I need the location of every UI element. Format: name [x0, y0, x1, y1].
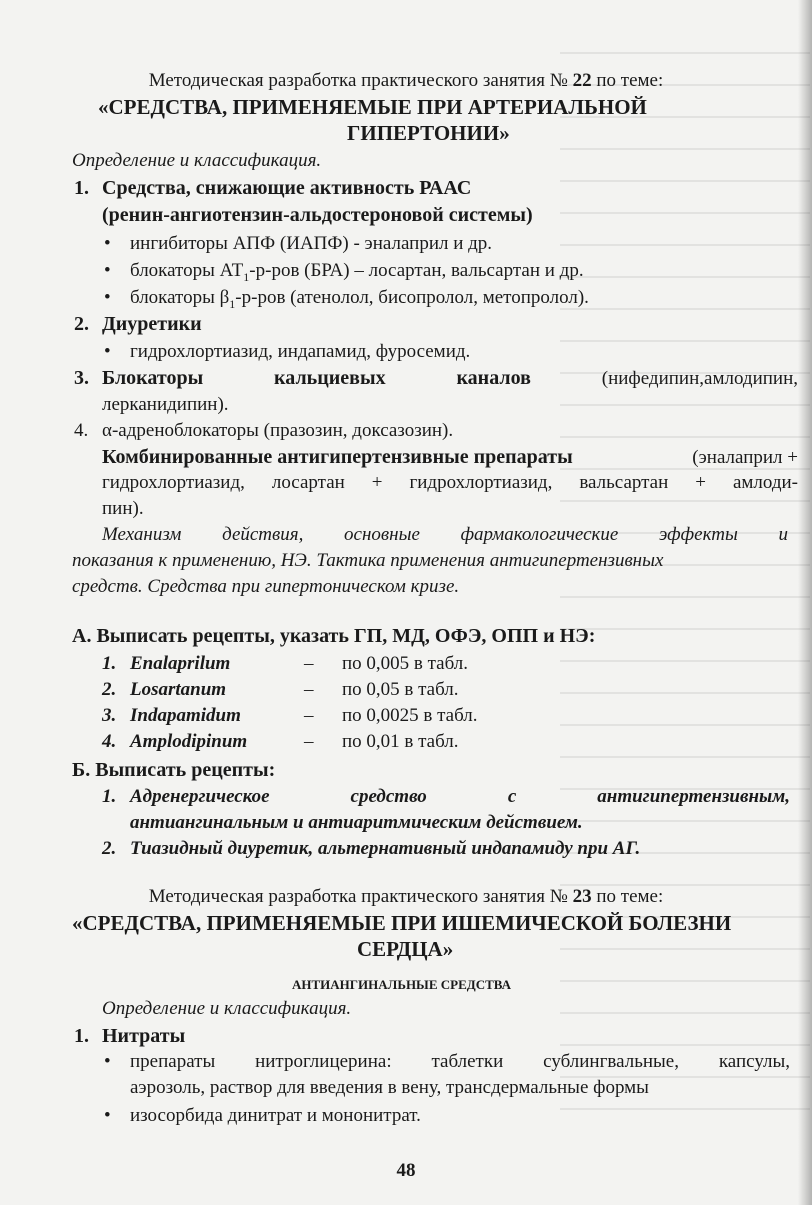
- rx-dose: по 0,01 в табл.: [342, 731, 459, 752]
- bullet-text: блокаторы β: [130, 287, 230, 308]
- lesson-number: 22: [572, 70, 592, 91]
- bullet-text: -р-ров (БРА) – лосартан, вальсартан и др.: [249, 260, 584, 281]
- rx-number: 4.: [102, 731, 117, 752]
- prescriptions-a-title: А. Выписать рецепты, указать ГП, МД, ОФЭ, ОПП и НЭ:: [72, 625, 596, 647]
- lesson23-subtitle: АНТИАНГИНАЛЬНЫЕ СРЕДСТВА: [292, 977, 511, 992]
- b-text: Тиазидный диуретик, альтернативный индапамиду при АГ.: [130, 838, 641, 859]
- rx-dash: –: [304, 731, 314, 752]
- section-3-word: кальциевых: [274, 367, 386, 389]
- b-text: Адренергическое средство с антигипертензивным,: [130, 786, 790, 807]
- lesson22-header: [0, 70, 812, 92]
- section-4-text: α-адреноблокаторы (празозин, доксазозин).: [102, 420, 454, 441]
- page-number: 48: [396, 1160, 416, 1181]
- rx-dose: по 0,05 в табл.: [342, 679, 459, 700]
- section-1-title: Нитраты: [102, 1025, 186, 1047]
- b-item-number: [102, 786, 116, 808]
- rx-drug-name: Enalaprilum: [130, 653, 231, 674]
- bullet-item-continuation: аэрозоль, раствор для введения в вену, трансдермальные формы: [130, 1077, 649, 1098]
- b-item-2-text: [130, 838, 640, 860]
- bullet-item: • препараты нитроглицерина: таблетки сублингвальные, капсулы,: [130, 1051, 790, 1073]
- definition-heading: Определение и классификация.: [102, 998, 352, 1019]
- definition-heading: Определение и классификация.: [72, 150, 322, 171]
- combo-line3: пин).: [102, 498, 144, 519]
- rx-number: 3.: [102, 705, 117, 726]
- combo-title: Комбинированные антигипертензивные препараты: [102, 446, 573, 468]
- section-4-number: 4.: [74, 420, 89, 441]
- combo-line2: гидрохлортиазид, лосартан + гидрохлортиазид, вальсартан + амлоди-: [102, 472, 798, 493]
- b-text: антиангинальным и антиаритмическим действием.: [130, 812, 583, 833]
- bleed-through-text: [560, 30, 810, 1130]
- lesson23-title-line1: «СРЕДСТВА, ПРИМЕНЯЕМЫЕ ПРИ ИШЕМИЧЕСКОЙ БОЛЕЗНИ: [72, 911, 732, 935]
- b-item-1-line2: [130, 812, 583, 834]
- b-number: 2.: [102, 838, 117, 859]
- section-1-title-line2: (ренин-ангиотензин-альдостероновой системы): [102, 204, 533, 226]
- mechanism-line1: Механизм действия, основные фармакологические эффекты и: [102, 524, 788, 545]
- section-3-number: 3.: [74, 367, 89, 389]
- lesson23-title-line2: СЕРДЦА»: [357, 937, 454, 961]
- mechanism-line2: показания к применению, НЭ. Тактика применения антигипертензивных: [72, 550, 664, 571]
- b-item-2-number: [102, 838, 116, 860]
- rx-dose: по 0,005 в табл.: [342, 653, 469, 674]
- header-text: Методическая разработка практического занятия №: [148, 70, 568, 91]
- lesson-number: 23: [572, 886, 592, 907]
- header-text-end: по теме:: [596, 886, 664, 907]
- rx-drug-name: Losartanum: [130, 679, 227, 700]
- prescriptions-b-title: Б. Выписать рецепты:: [72, 759, 276, 781]
- section-1-number: 1.: [74, 1025, 89, 1047]
- section-3-word: Блокаторы: [102, 367, 204, 389]
- bullet-item: [130, 260, 584, 285]
- lesson22-title-line1: «СРЕДСТВА, ПРИМЕНЯЕМЫЕ ПРИ АРТЕРИАЛЬНОЙ: [98, 95, 647, 119]
- section-2-number: 2.: [74, 313, 89, 335]
- rx-dose: по 0,0025 в табл.: [342, 705, 478, 726]
- bullet-item: • гидрохлортиазид, индапамид, фуросемид.: [130, 341, 470, 363]
- subscript: 1: [229, 296, 236, 311]
- section-1-number: 1.: [74, 177, 89, 199]
- b-number: 1.: [102, 786, 117, 807]
- section-3-word: каналов: [456, 367, 531, 389]
- rx-dash: –: [304, 653, 314, 674]
- rx-number: 2.: [102, 679, 117, 700]
- header-text: Методическая разработка практического занятия №: [148, 886, 568, 907]
- section-3-line2: лерканидипин).: [102, 394, 229, 415]
- combo-line1: [102, 446, 798, 469]
- lesson23-header: [0, 886, 812, 908]
- lesson22-title-line2: ГИПЕРТОНИИ»: [347, 121, 510, 145]
- bullet-text: -р-ров (атенолол, бисопролол, метопролол).: [235, 287, 589, 308]
- rx-dash: –: [304, 679, 314, 700]
- section-3-examples: (нифедипин,амлодипин,: [601, 368, 798, 389]
- bullet-item: • ингибиторы АПФ (ИАПФ) - эналаприл и др.: [130, 233, 492, 255]
- bullet-text: блокаторы АТ: [130, 260, 244, 281]
- bullet-item: [130, 287, 589, 312]
- section-3-title-row: [102, 367, 798, 390]
- rx-dash: –: [304, 705, 314, 726]
- subscript: 1: [243, 269, 250, 284]
- b-item-1-line1: [130, 786, 790, 808]
- combo-text: (эналаприл +: [692, 447, 798, 468]
- rx-drug-name: Indapamidum: [130, 705, 241, 726]
- section-2-title: Диуретики: [102, 313, 202, 335]
- header-text-end: по теме:: [596, 70, 664, 91]
- mechanism-line3: средств. Средства при гипертоническом кризе.: [72, 576, 460, 597]
- rx-number: 1.: [102, 653, 117, 674]
- rx-drug-name: Amplodipinum: [130, 731, 248, 752]
- bullet-item: • изосорбида динитрат и мононитрат.: [130, 1105, 421, 1127]
- page-edge-shadow: [798, 0, 812, 1205]
- section-1-title-line1: Средства, снижающие активность РААС: [102, 177, 472, 199]
